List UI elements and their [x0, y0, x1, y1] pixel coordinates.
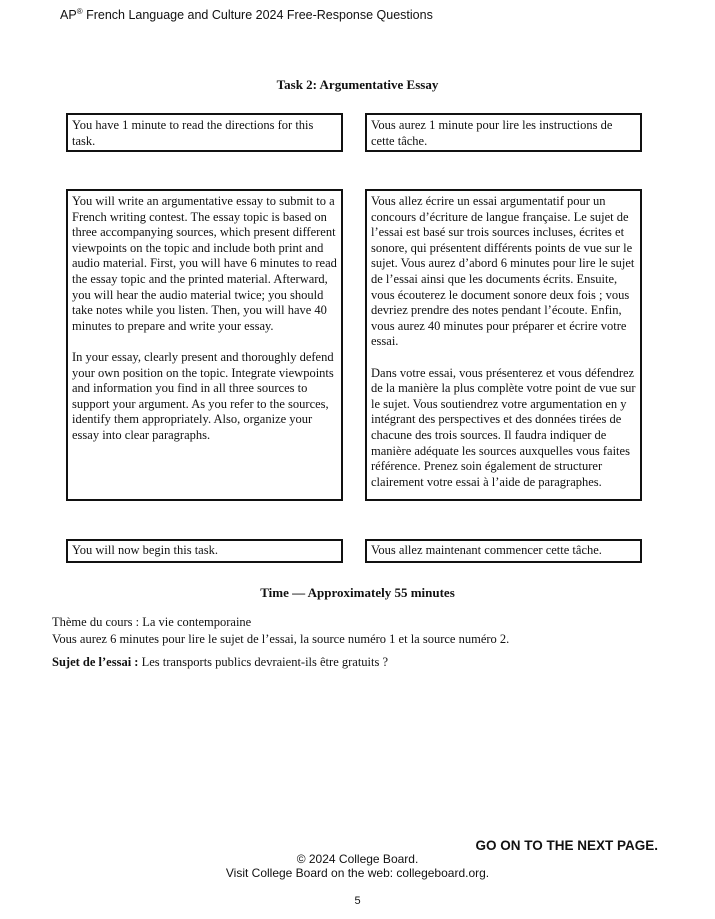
website-line: Visit College Board on the web: collegeboard.org.: [225, 866, 490, 880]
begin-box-fr: [365, 539, 642, 563]
header-title: French Language and Culture 2024 Free-Response Questions: [82, 8, 433, 23]
go-on-notice: GO ON TO THE NEXT PAGE.: [475, 838, 658, 853]
registered-mark: ®: [76, 7, 83, 16]
directions-en-paragraph-1: You will write an argumentative essay to submit to a French writing contest. The essay topic is based on three accompanying sources, which present different viewpoints on the topic and include both print and audio material. First, you will have 6 minutes to read the essay topic and the printed material. Afterward, you will hear the audio material twice; you should take notes while you listen. Then, you will have 40 minutes to prepare and write your essay.: [72, 194, 337, 333]
directions-box-en: [66, 189, 343, 501]
directions-box-fr: [365, 189, 642, 501]
directions-fr-paragraph-1: Vous allez écrire un essai argumentatif pour un concours d’écriture de langue française. Le sujet de l’essai est basé sur trois sources incluses, écrites et sonore, qui présentent différents points de vue sur le sujet. Vous aurez d’abord 6 minutes pour lire le sujet de l’essai ainsi que les documents écrits. Ensuite, vous écouterez le document sonore deux fois ; vous devriez prendre des notes pendant l’écoute. Enfin, vous aurez 40 minutes pour préparer et écrire votre essai.: [371, 194, 635, 349]
essay-topic-label: Sujet de l’essai :: [52, 655, 139, 669]
time-note: Time — Approximately 55 minutes: [260, 585, 455, 600]
essay-topic-text: Les transports publics devraient-ils être gratuits ?: [138, 655, 389, 669]
copyright-line: © 2024 College Board.: [296, 852, 419, 866]
begin-box-en: [66, 539, 343, 563]
intro-text-en: You have 1 minute to read the directions for this task.: [72, 118, 314, 148]
reading-time-line: Vous aurez 6 minutes pour lire le sujet de l’essai, la source numéro 1 et la source numéro 2.: [52, 632, 510, 646]
essay-topic: [52, 655, 388, 670]
page-number: 5: [354, 895, 361, 907]
header-prefix: AP: [60, 8, 77, 23]
page-footer: [0, 852, 715, 880]
directions-en-paragraph-2: In your essay, clearly present and thoroughly defend your own position on the topic. Integrate viewpoints and information you find in all three sources to support your argument. As you refer to the sources, identify them appropriately. Also, organize your essay into clear paragraphs.: [72, 349, 334, 442]
theme-line: Thème du cours : La vie contemporaine: [52, 615, 252, 629]
directions-fr-paragraph-2: Dans votre essai, vous présenterez et vous défendrez de la manière la plus complète votre point de vue sur le sujet. Vous soutiendrez votre argumentation en y intégrant des perspectives et des données tirées de chacune des trois sources. Il faudra indiquer de manière adéquate les sources auxquelles vous faites référence. Prenez soin également de structurer clairement votre essai à l’aide de paragraphes.: [371, 365, 636, 489]
begin-text-en: You will now begin this task.: [72, 543, 218, 557]
intro-box-en: [66, 113, 343, 152]
page-header: [60, 7, 433, 22]
task-title: Task 2: Argumentative Essay: [276, 77, 439, 92]
intro-box-fr: [365, 113, 642, 152]
begin-text-fr: Vous allez maintenant commencer cette tâche.: [371, 543, 602, 557]
theme-block: [52, 614, 509, 648]
intro-text-fr: Vous aurez 1 minute pour lire les instructions de cette tâche.: [371, 118, 613, 148]
